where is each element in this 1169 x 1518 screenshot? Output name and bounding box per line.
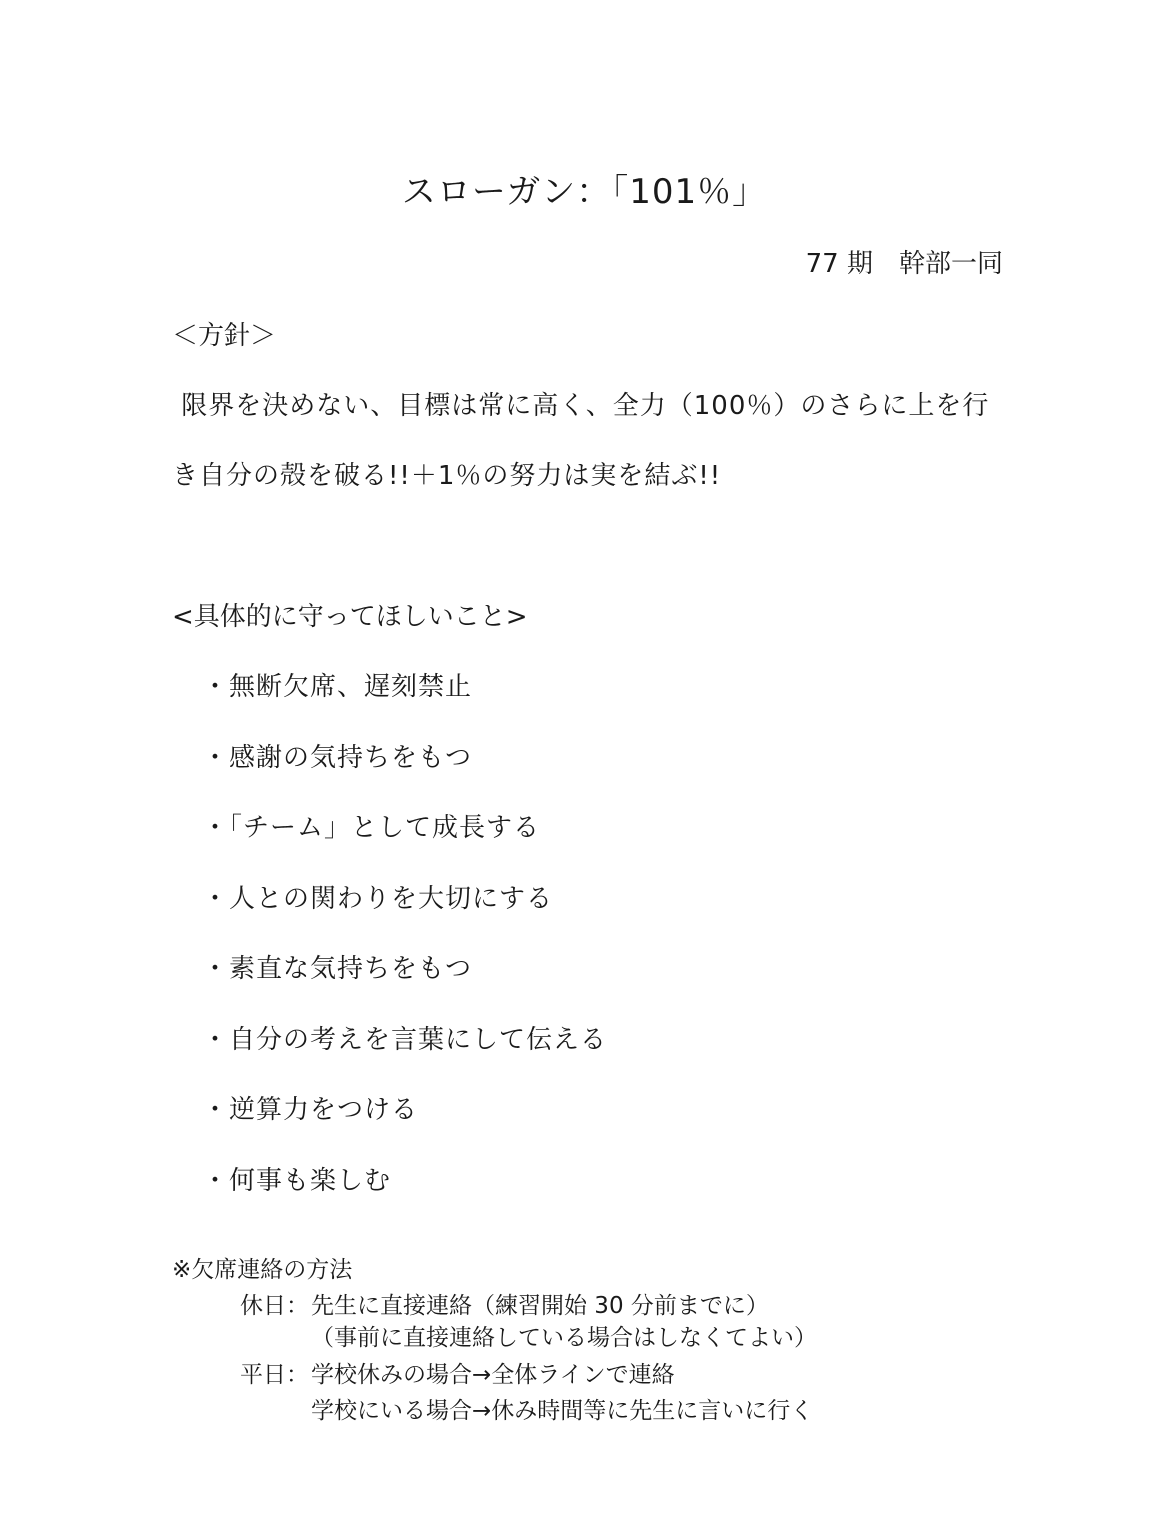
policy-text-line-2: き自分の殻を破る!!＋1％の努力は実を結ぶ!! — [172, 461, 722, 491]
rules-heading: <具体的に守ってほしいこと> — [172, 602, 528, 632]
rule-item: ・自分の考えを言葉にして伝える — [202, 1025, 608, 1055]
policy-text-line-1: 限界を決めない、目標は常に高く、全力（100％）のさらに上を行 — [172, 391, 990, 421]
policy-heading: ＜方針＞ — [172, 321, 277, 351]
author-line: 77 期 幹部一同 — [805, 249, 1003, 279]
rule-item: ・逆算力をつける — [202, 1095, 419, 1125]
holiday-note: （事前に直接連絡している場合はしなくてよい） — [311, 1325, 817, 1351]
absence-heading: ※欠席連絡の方法 — [172, 1257, 353, 1283]
weekday-instruction-2: 学校にいる場合→休み時間等に先生に言いに行く — [311, 1398, 814, 1424]
holiday-label: 休日： — [240, 1293, 309, 1319]
rule-item: ・無断欠席、遅刻禁止 — [202, 672, 473, 702]
holiday-instruction: 先生に直接連絡（練習開始 30 分前までに） — [311, 1293, 769, 1319]
rule-item: ・人との関わりを大切にする — [202, 884, 554, 914]
rule-item: ・感謝の気持ちをもつ — [202, 743, 473, 773]
rule-item: ・「チーム」として成長する — [202, 813, 541, 843]
weekday-label: 平日： — [240, 1362, 309, 1388]
page-title: スローガン：「101％」 — [401, 172, 768, 212]
rule-item: ・何事も楽しむ — [202, 1166, 392, 1196]
rule-item: ・素直な気持ちをもつ — [202, 954, 473, 984]
weekday-instruction-1: 学校休みの場合→全体ラインで連絡 — [311, 1362, 675, 1388]
